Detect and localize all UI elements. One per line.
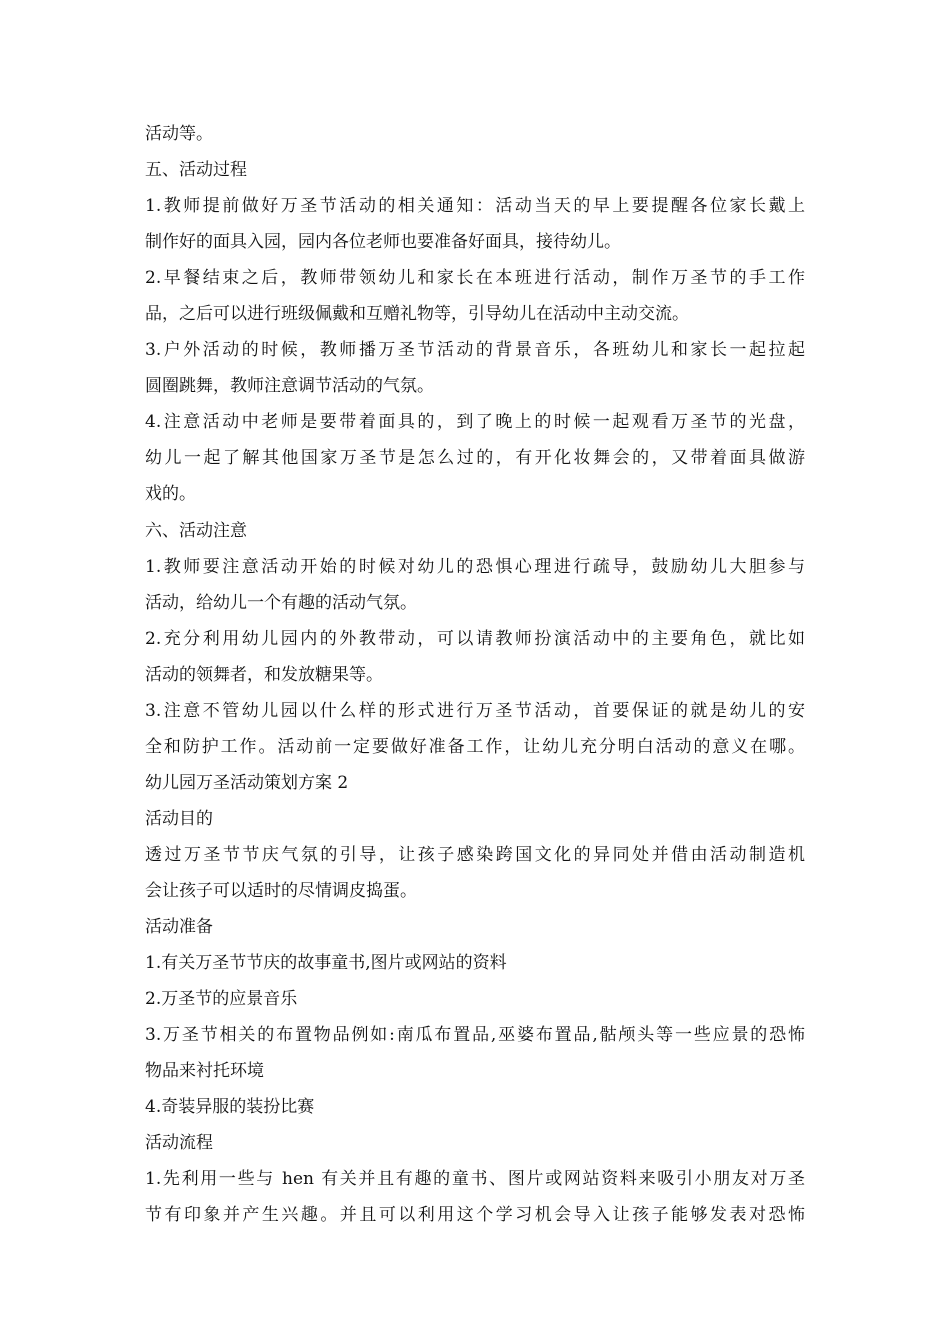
- text-line: 活动目的: [145, 808, 213, 829]
- text-line: 活动的领舞者，和发放糖果等。: [145, 664, 383, 685]
- text-line: 戏的。: [145, 484, 196, 505]
- text-line: 活动等。: [145, 124, 213, 144]
- text-line: 3.注意不管幼儿园以什么样的形式进行万圣节活动，首要保证的就是幼儿的安: [145, 700, 805, 721]
- text-line: 2.充分利用幼儿园内的外教带动，可以请教师扮演活动中的主要角色，就比如: [145, 628, 805, 649]
- text-line: 4.奇装异服的装扮比赛: [145, 1097, 315, 1118]
- text-line: 圆圈跳舞，教师注意调节活动的气氛。: [145, 376, 434, 397]
- text-line: 透过万圣节节庆气氛的引导，让孩子感染跨国文化的异同处并借由活动制造机: [145, 844, 805, 865]
- text-line: 3.户外活动的时候，教师播万圣节活动的背景音乐，各班幼儿和家长一起拉起: [145, 340, 805, 361]
- text-line: 3.万圣节相关的布置物品例如:南瓜布置品,巫婆布置品,骷颅头等一些应景的恐怖: [145, 1025, 805, 1046]
- text-line: 1.教师要注意活动开始的时候对幼儿的恐惧心理进行疏导，鼓励幼儿大胆参与: [145, 556, 805, 577]
- text-line: 品，之后可以进行班级佩戴和互赠礼物等，引导幼儿在活动中主动交流。: [145, 304, 689, 325]
- document-page: [145, 116, 805, 1233]
- text-line: 活动，给幼儿一个有趣的活动气氛。: [145, 592, 417, 613]
- text-line: 节有印象并产生兴趣。并且可以利用这个学习机会导入让孩子能够发表对恐怖: [145, 1205, 805, 1226]
- text-line: 全和防护工作。活动前一定要做好准备工作，让幼儿充分明白活动的意义在哪。: [145, 736, 805, 757]
- text-line: 活动流程: [145, 1133, 213, 1154]
- text-line: 活动准备: [145, 917, 213, 938]
- text-line: 会让孩子可以适时的尽情调皮捣蛋。: [145, 880, 417, 901]
- text-line: 1.有关万圣节节庆的故事童书,图片或网站的资料: [145, 953, 507, 974]
- text-line: 1.先利用一些与 hen 有关并且有趣的童书、图片或网站资料来吸引小朋友对万圣: [145, 1169, 805, 1190]
- text-line: 1.教师提前做好万圣节活动的相关通知：活动当天的早上要提醒各位家长戴上: [145, 196, 805, 217]
- text-line: 2.万圣节的应景音乐: [145, 989, 298, 1010]
- text-line: 物品来衬托环境: [145, 1061, 264, 1082]
- text-line: 幼儿一起了解其他国家万圣节是怎么过的，有开化妆舞会的，又带着面具做游: [145, 448, 805, 469]
- text-line: 六、活动注意: [145, 520, 247, 541]
- text-line: 幼儿园万圣活动策划方案 2: [145, 772, 349, 793]
- text-line: 制作好的面具入园，园内各位老师也要准备好面具，接待幼儿。: [145, 232, 621, 253]
- text-line: 五、活动过程: [145, 160, 247, 181]
- text-line: 4.注意活动中老师是要带着面具的，到了晚上的时候一起观看万圣节的光盘，: [145, 412, 805, 433]
- text-line: 2.早餐结束之后，教师带领幼儿和家长在本班进行活动，制作万圣节的手工作: [145, 268, 805, 289]
